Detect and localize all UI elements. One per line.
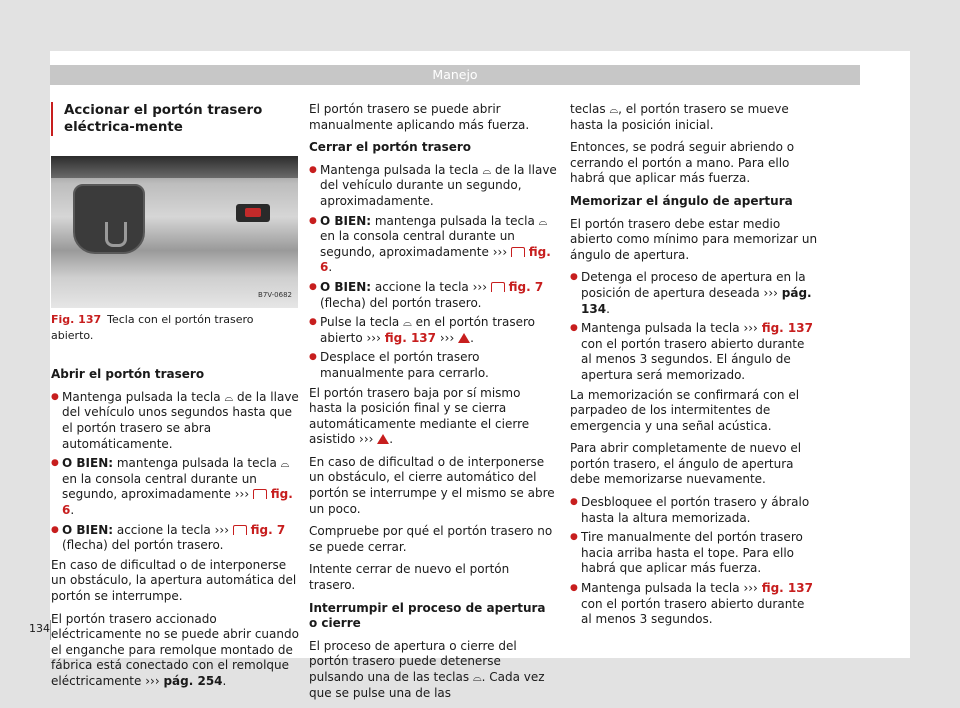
list-item: ● Pulse la tecla ⌓ en el portón trasero abierto ››› fig. 137 ››› .	[309, 315, 557, 346]
column-2	[309, 102, 557, 708]
key-icon: ⌓	[224, 390, 234, 404]
subtitle-memorizar: Memorizar el ángulo de apertura	[570, 193, 793, 208]
paragraph: teclas ⌓, el portón trasero se mueve hasta la posición inicial.	[570, 102, 789, 132]
figure-link[interactable]: fig. 137	[761, 321, 813, 336]
book-icon	[253, 489, 267, 499]
section-header: Manejo	[50, 65, 860, 85]
list-item: ● Mantenga pulsada la tecla ››› fig. 137 con el portón trasero abierto durante al menos 3 segundos. El ángulo de apertura será memorizado.	[570, 321, 818, 383]
page-link[interactable]: pág. 254	[163, 673, 223, 688]
list-item: ● Mantenga pulsada la tecla ⌓ de la llave del vehículo unos segundos hasta que el portón trasero se abra automáticamente.	[51, 390, 299, 452]
paragraph: El proceso de apertura o cierre del portón trasero puede detenerse pulsando una de las teclas ⌓. Cada vez que se pulse una de las	[309, 638, 545, 700]
figure-link[interactable]: fig. 137	[761, 581, 813, 596]
paragraph: La memorización se confirmará con el parpadeo de los intermitentes de emergencia y una señal acústica.	[570, 387, 800, 433]
figure-image	[51, 156, 298, 308]
close-button-image	[236, 204, 270, 222]
paragraph: El portón trasero accionado eléctricamente no se puede abrir cuando el enganche para remolque montado de fábrica está conectado con el remolque eléctricamente ››› pág. 254.	[51, 611, 299, 688]
key-icon: ⌓	[482, 163, 492, 177]
list-item: ● Tire manualmente del portón trasero hacia arriba hasta el tope. Para ello habrá que aplicar más fuerza.	[570, 530, 818, 577]
book-icon	[511, 247, 525, 257]
paragraph: Compruebe por qué el portón trasero no se puede cerrar.	[309, 524, 553, 554]
warning-icon	[458, 333, 470, 343]
list-item: ● O BIEN: accione la tecla ››› fig. 7 (flecha) del portón trasero.	[51, 523, 299, 554]
figure-link[interactable]: fig. 6	[320, 244, 551, 275]
key-icon: ⌓	[280, 457, 290, 471]
figure-link[interactable]: fig. 7	[508, 279, 544, 294]
book-icon	[233, 525, 247, 535]
list-item: ● Desbloquee el portón trasero y ábralo hasta la altura memorizada.	[570, 495, 818, 526]
figure-code: B7V-0682	[258, 291, 292, 300]
list-item: ● Detenga el proceso de apertura en la posición de apertura deseada ››› pág. 134.	[570, 270, 818, 317]
paragraph: El portón trasero debe estar medio abierto como mínimo para memorizar un ángulo de apertura.	[570, 216, 818, 262]
subtitle-cerrar: Cerrar el portón trasero	[309, 140, 472, 155]
figure-number: Fig. 137	[51, 313, 102, 326]
list-item: ● O BIEN: mantenga pulsada la tecla ⌓ en la consola central durante un segundo, aproximadamente ››› fig. 6.	[309, 214, 557, 276]
list-item: ● Desplace el portón trasero manualmente para cerrarlo.	[309, 350, 557, 381]
tailgate-latch	[73, 184, 145, 254]
key-icon: ⌓	[472, 671, 482, 684]
subtitle-abrir: Abrir el portón trasero	[51, 367, 205, 382]
paragraph: El portón trasero baja por sí mismo hasta la posición final y se cierra automáticamente mediante el cierre asistido ››› .	[309, 385, 530, 447]
list-item: ● O BIEN: accione la tecla ››› fig. 7 (flecha) del portón trasero.	[309, 280, 557, 311]
page-link[interactable]: pág. 134	[581, 285, 812, 316]
column-1	[51, 102, 299, 696]
section-title: Accionar el portón trasero eléctrica-mente	[51, 102, 299, 136]
paragraph: En caso de dificultad o de interponerse un obstáculo, el cierre automático del portón se interrumpe y el mismo se abre un poco.	[309, 454, 555, 516]
subtitle-interrumpir: Interrumpir el proceso de apertura o cierre	[309, 600, 546, 631]
paragraph: El portón trasero se puede abrir manualmente aplicando más fuerza.	[309, 102, 530, 132]
book-icon	[491, 282, 505, 292]
figure-caption-text: Tecla con el portón trasero abierto.	[51, 313, 254, 342]
list-item: ● Mantenga pulsada la tecla ››› fig. 137 con el portón trasero abierto durante al menos 3 segundos.	[570, 581, 818, 628]
figure-link[interactable]: fig. 6	[62, 487, 293, 517]
rear-window	[51, 156, 298, 178]
key-icon: ⌓	[609, 103, 619, 116]
figure-caption	[51, 312, 299, 343]
page-number-divider	[50, 620, 51, 640]
paragraph: Entonces, se podrá seguir abriendo o cerrando el portón a mano. Para ello habrá que aplicar más fuerza.	[570, 140, 795, 186]
key-icon: ⌓	[403, 316, 412, 330]
list-item: ● O BIEN: mantenga pulsada la tecla ⌓ en la consola central durante un segundo, aproximadamente ››› fig. 6.	[51, 456, 299, 518]
key-icon: ⌓	[538, 214, 548, 228]
list-item: ● Mantenga pulsada la tecla ⌓ de la llave del vehículo durante un segundo, aproximadamente.	[309, 163, 557, 210]
paragraph: En caso de dificultad o de interponerse un obstáculo, la apertura automática del portón se interrumpe.	[51, 557, 297, 603]
column-3	[570, 102, 818, 632]
warning-icon	[377, 434, 389, 444]
page-number: 134	[29, 622, 50, 635]
paragraph: Intente cerrar de nuevo el portón trasero.	[309, 562, 510, 593]
figure-link[interactable]: fig. 137	[384, 330, 437, 345]
paragraph: Para abrir completamente de nuevo el portón trasero, el ángulo de apertura debe memorizarse nuevamente.	[570, 441, 802, 487]
figure-link[interactable]: fig. 7	[250, 522, 286, 537]
